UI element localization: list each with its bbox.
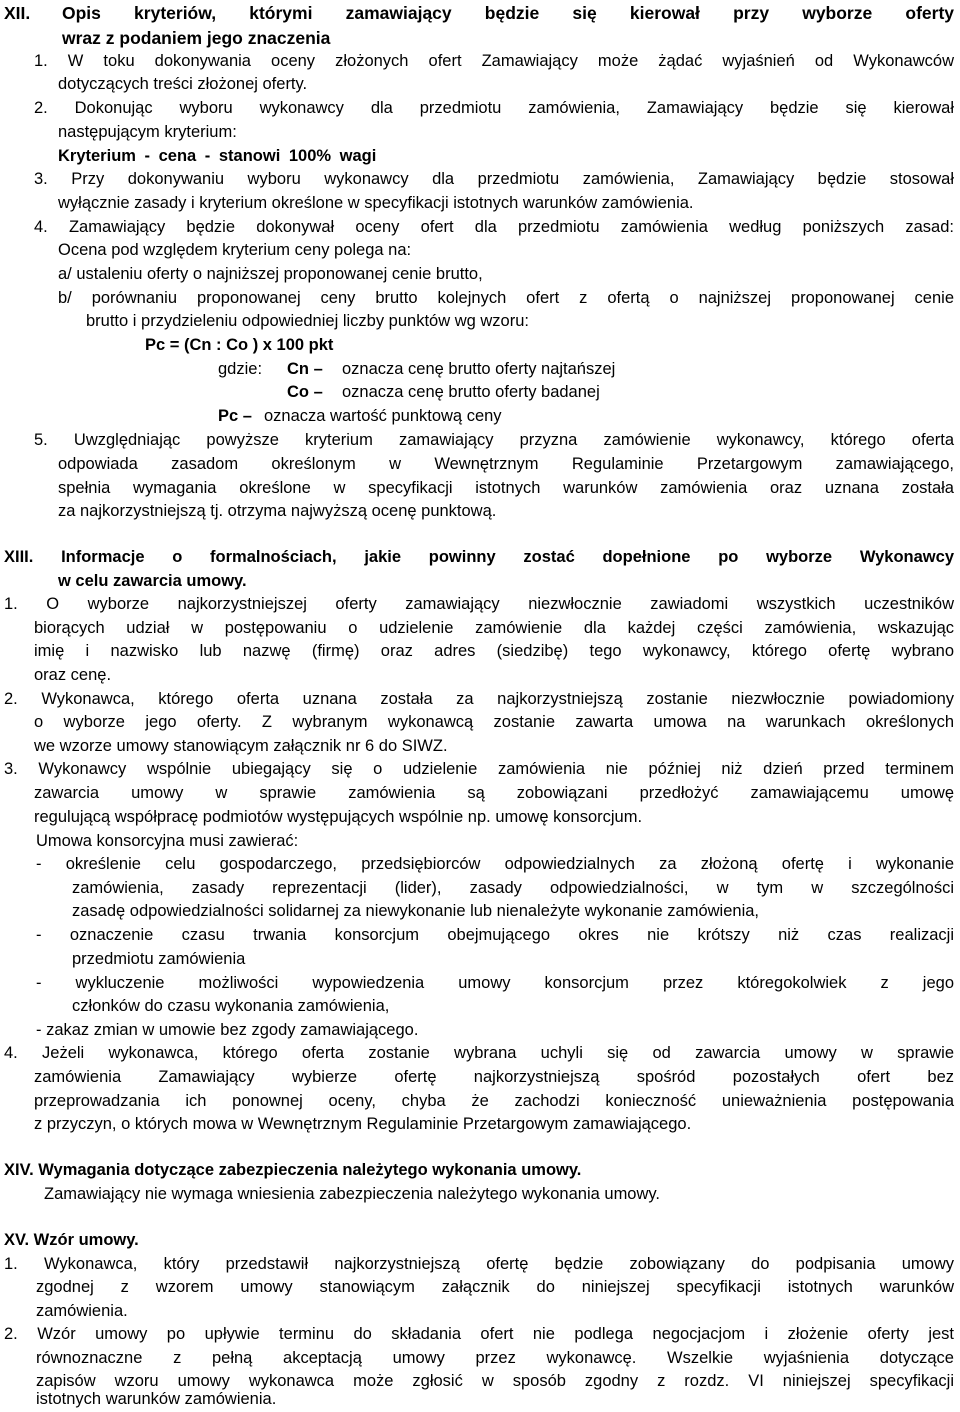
- xii-item-5-line-1: 5. Uwzględniając powyższe kryterium zamawiający przyzna zamówienie wykonawcy, którego oferta: [34, 431, 954, 449]
- xv-item-1-line-2: zgodnej z wzorem umowy stanowiącym załącznik do niniejszej specyfikacji istotnych warunków: [36, 1278, 954, 1296]
- xiii-item-4-line-4: z przyczyn, o których mowa w Wewnętrznym Regulaminie Przetargowym zamawiającego.: [34, 1115, 692, 1133]
- consortium-point-1-line-2: zamówienia, zasady reprezentacji (lider), zasady odpowiedzialności, w tym w szczególności: [72, 879, 954, 897]
- xiii-item-2-line-2: o wyborze jego oferty. Z wybranym wykonawcą zostanie zawarta umowa na warunkach określonych: [34, 713, 954, 731]
- xii-criterion: Kryterium - cena - stanowi 100% wagi: [58, 147, 377, 165]
- section-xii-title-line-2: wraz z podaniem jego znaczenia: [62, 28, 331, 48]
- consortium-point-4: - zakaz zmian w umowie bez zgody zamawiającego.: [36, 1021, 419, 1039]
- xiii-item-1-line-2: biorących udział w postępowaniu o udzielenie zamówienie dla każdej części zamówienia, wskazując: [34, 619, 954, 637]
- section-xiii-title-line-2: w celu zawarcia umowy.: [58, 572, 247, 590]
- consortium-point-1-line-1: - określenie celu gospodarczego, przedsiębiorców odpowiedzialnych za złożoną ofertę i wykonanie: [36, 855, 954, 873]
- xii-item-1-line-1: 1. W toku dokonywania oceny złożonych ofert Zamawiający może żądać wyjaśnień od Wykonawców: [34, 52, 954, 70]
- formula-where-label: gdzie:: [218, 360, 263, 378]
- xii-item-3-line-1: 3. Przy dokonywaniu wyboru wykonawcy dla przedmiotu zamówienia, Zamawiający będzie stosował: [34, 170, 954, 188]
- formula-co-symbol: Co –: [287, 383, 323, 401]
- xv-item-1-line-3: zamówienia.: [36, 1302, 128, 1320]
- xv-item-2-line-4: istotnych warunków zamówienia.: [36, 1390, 277, 1408]
- section-xiv-text: Zamawiający nie wymaga wniesienia zabezpieczenia należytego wykonania umowy.: [44, 1185, 661, 1203]
- xiii-item-4-line-3: przeprowadzania ich ponownej oceny, chyba że zachodzi konieczność unieważnienia postępowania: [34, 1092, 954, 1110]
- xii-item-4-b-line-1: b/ porównaniu proponowanej ceny brutto kolejnych ofert z ofertą o najniższej proponowanej cenie: [58, 289, 954, 307]
- xii-item-1-line-2: dotyczących treści złożonej oferty.: [58, 75, 308, 93]
- xiii-item-4-line-1: 4. Jeżeli wykonawca, którego oferta zostanie wybrana uchyli się od zawarcia umowy w sprawie: [4, 1044, 954, 1062]
- consortium-point-2-line-2: przedmiotu zamówienia: [72, 950, 246, 968]
- formula-cn-definition: oznacza cenę brutto oferty najtańszej: [342, 360, 616, 378]
- xiii-item-3-line-2: zawarcia umowy w sprawie zamówienia są zobowiązani przedłożyć zamawiającemu umowę: [34, 784, 954, 802]
- xiii-item-3-line-1: 3. Wykonawcy wspólnie ubiegający się o udzielenie zamówienia nie później niż dzień przed terminem: [4, 760, 954, 778]
- xiii-item-1-line-3: imię i nazwisko lub nazwę (firmę) oraz adres (siedzibę) tego wykonawcy, którego ofertę wybrano: [34, 642, 954, 660]
- section-xv-title: XV. Wzór umowy.: [4, 1231, 139, 1249]
- xiii-item-1-line-1: 1. O wyborze najkorzystniejszej oferty zamawiający niezwłocznie zawiadomi wszystkich uczestników: [4, 595, 954, 613]
- xiii-item-4-line-2: zamówienia Zamawiający wybierze ofertę najkorzystniejszą spośród pozostałych ofert bez: [34, 1068, 954, 1086]
- xiii-item-3-line-3: regulującą współpracę podmiotów występujących wspólnie np. umowę konsorcjum.: [34, 808, 643, 826]
- consortium-point-2-line-1: - oznaczenie czasu trwania konsorcjum obejmującego okres nie krótszy niż czas realizacji: [36, 926, 954, 944]
- xiii-item-1-line-4: oraz cenę.: [34, 666, 112, 684]
- section-xii-title-line-1: Opis kryteriów, którymi zamawiający będzie się kierował przy wyborze oferty: [62, 3, 954, 23]
- xii-item-5-line-2: odpowiada zasadom określonym w Wewnętrznym Regulaminie Przetargowym zamawiającego,: [58, 455, 954, 473]
- formula-co-definition: oznacza cenę brutto oferty badanej: [342, 383, 600, 401]
- formula-pc-symbol: Pc –: [218, 407, 252, 425]
- formula-pc-definition: oznacza wartość punktową ceny: [264, 407, 502, 425]
- consortium-point-3-line-1: - wykluczenie możliwości wypowiedzenia umowy konsorcjum przez któregokolwiek z jego: [36, 974, 954, 992]
- score-formula: Pc = (Cn : Co ) x 100 pkt: [145, 336, 334, 354]
- section-xiii-title-line-1: XIII. Informacje o formalnościach, jakie powinny zostać dopełnione po wyborze Wykonawcy: [4, 548, 954, 566]
- section-xii-number: XII.: [4, 3, 31, 23]
- xii-item-3-line-2: wyłącznie zasady i kryterium określone w specyfikacji istotnych warunków zamówienia.: [58, 194, 694, 212]
- section-xiv-title: XIV. Wymagania dotyczące zabezpieczenia należytego wykonania umowy.: [4, 1161, 582, 1179]
- xiii-item-2-line-1: 2. Wykonawca, którego oferta uznana została za najkorzystniejszą zostanie niezwłocznie powiadomiony: [4, 690, 954, 708]
- xiii-item-2-line-3: we wzorze umowy stanowiącym załącznik nr 6 do SIWZ.: [34, 737, 448, 755]
- xii-item-5-line-4: za najkorzystniejszą tj. otrzyma najwyższą ocenę punktową.: [58, 502, 497, 520]
- formula-cn-symbol: Cn –: [287, 360, 323, 378]
- xii-item-4-b-line-2: brutto i przydzieleniu odpowiedniej liczby punktów wg wzoru:: [86, 312, 529, 330]
- xii-item-4-line-2: Ocena pod względem kryterium ceny polega na:: [58, 241, 412, 259]
- xii-item-4-line-1: 4. Zamawiający będzie dokonywał oceny ofert dla przedmiotu zamówienia według poniższych zasad:: [34, 218, 954, 236]
- consortium-point-3-line-2: członków do czasu wykonania zamówienia,: [72, 997, 390, 1015]
- xii-item-5-line-3: spełnia wymagania określone w specyfikacji istotnych warunków zamówienia oraz uznana została: [58, 479, 954, 497]
- xiii-item-3-line-4: Umowa konsorcyjna musi zawierać:: [36, 832, 299, 850]
- xv-item-2-line-1: 2. Wzór umowy po upływie terminu do składania ofert nie podlega negocjacjom i złożenie oferty jest: [4, 1325, 954, 1343]
- xv-item-2-line-2: równoznaczne z pełną akceptacją umowy przez wykonawcę. Wszelkie wyjaśnienia dotyczące: [36, 1349, 954, 1367]
- consortium-point-1-line-3: zasadę odpowiedzialności solidarnej za niewykonanie lub nienależyte wykonanie zamówienia,: [72, 902, 759, 920]
- xii-item-4-a: a/ ustaleniu oferty o najniższej proponowanej cenie brutto,: [58, 265, 483, 283]
- xv-item-2-line-3: zapisów wzoru umowy wykonawca może zgłosić w sposób zgodny z rozdz. VI niniejszej specyfikacji: [36, 1372, 954, 1390]
- xv-item-1-line-1: 1. Wykonawca, który przedstawił najkorzystniejszą ofertę będzie zobowiązany do podpisania umowy: [4, 1255, 954, 1273]
- xii-item-2-line-1: 2. Dokonując wyboru wykonawcy dla przedmiotu zamówienia, Zamawiający będzie się kierował: [34, 99, 954, 117]
- xii-item-2-line-2: następującym kryterium:: [58, 123, 237, 141]
